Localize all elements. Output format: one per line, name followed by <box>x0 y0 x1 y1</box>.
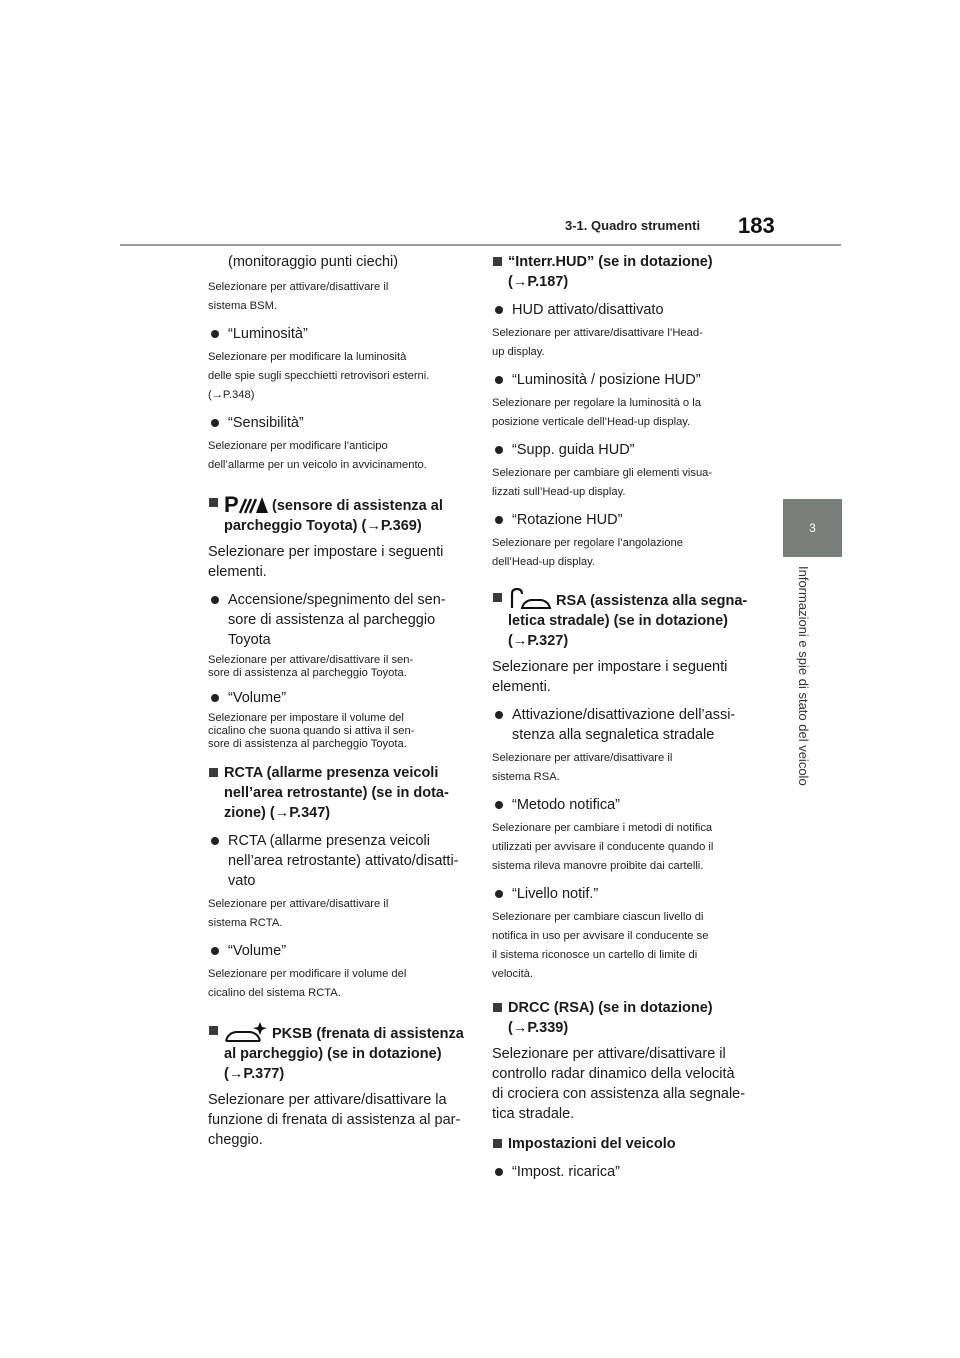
bullet-dot-icon <box>211 330 219 338</box>
bullet-rsa-level: “Livello notif.” <box>492 884 754 904</box>
bullet-rsa-method: “Metodo notifica” <box>492 795 754 815</box>
bullet-rcta-volume: “Volume” <box>208 941 470 961</box>
luminosity-description: Selezionare per modificare la luminosità delle spie sugli specchietti retrovisori esterni. (→P.348) <box>208 351 430 401</box>
heading-square-icon <box>493 257 502 266</box>
bullet-dot-icon <box>495 801 503 809</box>
bullet-hud-luminosity: “Luminosità / posizione HUD” <box>492 370 754 390</box>
bullet-dot-icon <box>495 516 503 524</box>
bullet-rcta-onoff: RCTA (allarme presenza veicoli nell’area retrostante) attivato/disatti- vato <box>208 831 470 891</box>
bullet-hud-rotation: “Rotazione HUD” <box>492 510 754 530</box>
pksb-description: Selezionare per attivare/disattivare la funzione di frenata di assistenza al par- cheggio. <box>208 1092 461 1148</box>
sensitivity-description: Selezionare per modificare l’anticipo dell’allarme per un veicolo in avvicinamento. <box>208 440 427 471</box>
bullet-rsa-onoff: Attivazione/disattivazione dell’assi- stenza alla segnaletica stradale <box>492 705 754 745</box>
continued-text: (monitoraggio punti ciechi) <box>228 254 399 270</box>
heading-drcc: DRCC (RSA) (se in dotazione) (→P.339) <box>492 998 754 1038</box>
heading-pksb: PKSB (frenata di assistenza al parcheggio) (se in dotazione) (→P.377) <box>208 1021 470 1084</box>
parking-sensor-icon <box>224 493 268 515</box>
bullet-dot-icon <box>495 376 503 384</box>
bullet-dot-icon <box>495 1168 503 1176</box>
parking-onoff-description: Selezionare per attivare/disattivare il sen- sore di assistenza al parcheggio Toyota. <box>208 654 414 679</box>
heading-vehicle-settings: Impostazioni del veicolo <box>492 1134 754 1154</box>
hud-support-description: Selezionare per cambiare gli elementi visua- lizzati sull’Head-up display. <box>492 467 713 498</box>
heading-square-icon <box>493 593 502 602</box>
road-sign-assist-icon <box>508 588 552 610</box>
chapter-side-label: Informazioni e spie di stato del veicolo <box>796 566 811 786</box>
bullet-parking-volume: “Volume” <box>208 688 470 708</box>
bullet-charge-settings: “Impost. ricarica” <box>492 1162 754 1182</box>
heading-square-icon <box>209 768 218 777</box>
bullet-dot-icon <box>495 890 503 898</box>
bullet-dot-icon <box>495 306 503 314</box>
heading-parking-sensor: P (sensore di assistenza al parcheggio Toyota) (→P.369) <box>208 493 470 536</box>
heading-square-icon <box>493 1003 502 1012</box>
rsa-intro: Selezionare per impostare i seguenti elementi. <box>492 659 728 695</box>
bullet-dot-icon <box>211 837 219 845</box>
left-column <box>208 252 470 1154</box>
rsa-level-description: Selezionare per cambiare ciascun livello di notifica in uso per avvisare il conducente se il sistema riconosce un cartello di limite di velocità. <box>492 911 709 980</box>
drcc-description: Selezionare per attivare/disattivare il controllo radar dinamico della velocità di crociera con assistenza alla segnale- tica stradale. <box>492 1046 746 1122</box>
bullet-dot-icon <box>211 419 219 427</box>
right-column <box>492 252 754 1186</box>
bullet-hud-onoff: HUD attivato/disattivato <box>492 300 754 320</box>
heading-square-icon <box>493 1139 502 1148</box>
heading-rsa: RSA (assistenza alla segna- letica stradale) (se in dotazione) (→P.327) <box>492 588 754 651</box>
bullet-dot-icon <box>495 446 503 454</box>
page-number: 183 <box>738 213 775 238</box>
rsa-method-description: Selezionare per cambiare i metodi di notifica utilizzati per avvisare il conducente quando il sistema rileva manovre proibite dai cartelli. <box>492 822 714 872</box>
header-divider <box>120 244 841 246</box>
section-title: 3-1. Quadro strumenti <box>565 218 701 233</box>
rsa-onoff-description: Selezionare per attivare/disattivare il sistema RSA. <box>492 752 673 783</box>
bullet-luminosity: “Luminosità” <box>208 324 470 344</box>
chapter-tab: 3 <box>783 499 842 557</box>
parking-volume-description: Selezionare per impostare il volume del cicalino che suona quando si attiva il sen- sore di assistenza al parcheggio Toyota. <box>208 712 415 750</box>
pksb-icon <box>224 1021 268 1043</box>
heading-rcta: RCTA (allarme presenza veicoli nell’area retrostante) (se in dota- zione) (→P.347) <box>208 763 470 823</box>
hud-rotation-description: Selezionare per regolare l’angolazione dell’Head-up display. <box>492 537 683 568</box>
hud-onoff-description: Selezionare per attivare/disattivare l’Head- up display. <box>492 327 703 358</box>
parking-intro: Selezionare per impostare i seguenti elementi. <box>208 544 444 580</box>
bullet-dot-icon <box>211 694 219 702</box>
svg-text:P: P <box>224 493 239 515</box>
bullet-dot-icon <box>211 596 219 604</box>
rcta-volume-description: Selezionare per modificare il volume del cicalino del sistema RCTA. <box>208 968 407 999</box>
bsm-description: Selezionare per attivare/disattivare il sistema BSM. <box>208 281 389 312</box>
bullet-sensitivity: “Sensibilità” <box>208 413 470 433</box>
bullet-dot-icon <box>495 711 503 719</box>
heading-hud: “Interr.HUD” (se in dotazione) (→P.187) <box>492 252 754 292</box>
heading-square-icon <box>209 1026 218 1035</box>
rcta-onoff-description: Selezionare per attivare/disattivare il sistema RCTA. <box>208 898 389 929</box>
bullet-dot-icon <box>211 947 219 955</box>
heading-square-icon <box>209 498 218 507</box>
bullet-parking-onoff: Accensione/spegnimento del sen- sore di assistenza al parcheggio Toyota <box>208 590 470 650</box>
bullet-hud-support: “Supp. guida HUD” <box>492 440 754 460</box>
hud-luminosity-description: Selezionare per regolare la luminosità o la posizione verticale dell’Head-up display. <box>492 397 701 428</box>
